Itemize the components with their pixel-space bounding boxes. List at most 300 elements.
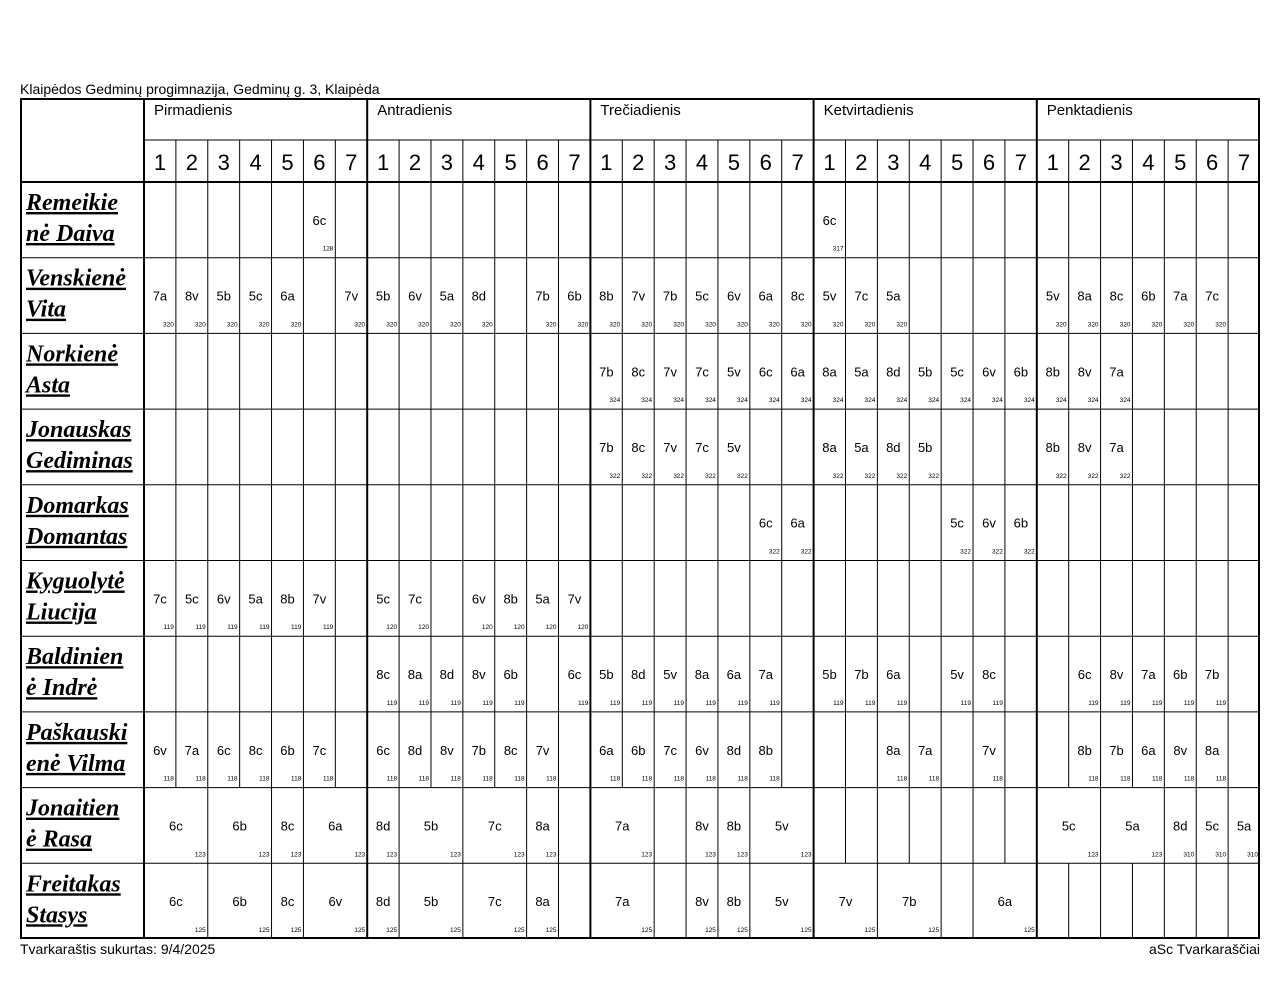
lesson-class: 6c — [312, 212, 327, 228]
created-date-footer: Tvarkaraštis sukurtas: 9/4/2025 — [20, 941, 216, 957]
lesson-class: 6c — [567, 667, 582, 683]
lesson-room: 118 — [737, 775, 748, 783]
lesson-class: 5c — [1061, 818, 1076, 834]
lesson-room: 322 — [1119, 472, 1131, 480]
teacher-name: enė Vilma — [26, 750, 126, 777]
lesson-room: 320 — [609, 321, 621, 329]
period-number: 7 — [568, 150, 581, 175]
lesson-class: 5a — [535, 591, 550, 607]
lesson-room: 118 — [641, 775, 653, 783]
lesson-class: 8c — [503, 742, 518, 758]
lesson-room: 118 — [450, 775, 461, 783]
lesson-room: 119 — [609, 699, 621, 707]
period-number: 4 — [1142, 150, 1155, 175]
lesson-class: 6v — [471, 591, 486, 607]
lesson-class: 6a — [1141, 742, 1156, 758]
lesson-room: 119 — [769, 699, 780, 707]
lesson-room: 118 — [482, 775, 493, 783]
lesson-class: 8b — [503, 591, 518, 607]
lesson-room: 123 — [354, 851, 366, 859]
lesson-room: 320 — [226, 321, 238, 329]
lesson-room: 123 — [513, 851, 525, 859]
lesson-class: 5v — [727, 364, 741, 380]
lesson-class: 8d — [726, 742, 742, 758]
lesson-room: 322 — [896, 472, 908, 480]
lesson-room: 320 — [163, 321, 174, 329]
lesson-room: 322 — [960, 548, 972, 556]
lesson-class: 8c — [982, 667, 996, 683]
lesson-room: 320 — [736, 321, 748, 329]
lesson-class: 6c — [216, 742, 231, 758]
lesson-room: 324 — [768, 397, 780, 405]
lesson-room: 310 — [1183, 851, 1195, 859]
lesson-room: 322 — [1055, 472, 1067, 480]
lesson-class: 7v — [535, 742, 550, 758]
lesson-class: 7b — [599, 439, 614, 455]
period-number: 3 — [217, 150, 230, 175]
lesson-class: 7c — [408, 591, 422, 607]
period-number: 3 — [1110, 150, 1123, 175]
lesson-class: 8a — [822, 364, 837, 380]
lesson-room: 123 — [1087, 851, 1099, 859]
lesson-class: 7a — [1109, 364, 1124, 380]
lesson-room: 119 — [259, 624, 270, 632]
lesson-class: 8b — [280, 591, 295, 607]
teacher-name: Jonauskas — [26, 417, 132, 444]
lesson-room: 119 — [386, 699, 398, 707]
lesson-class: 8a — [886, 742, 901, 758]
lesson-class: 7c — [153, 591, 167, 607]
period-number: 5 — [504, 150, 517, 175]
teacher-name: nė Daiva — [26, 221, 115, 247]
lesson-room: 320 — [577, 321, 589, 329]
lesson-class: 6v — [328, 894, 343, 910]
period-number: 5 — [950, 150, 964, 175]
lesson-room: 119 — [514, 699, 525, 707]
period-number: 3 — [440, 150, 454, 175]
teacher-name: Freitakas — [26, 871, 121, 898]
lesson-class: 6a — [886, 667, 901, 683]
lesson-class: 5b — [375, 288, 391, 304]
lesson-room: 118 — [1088, 775, 1099, 783]
lesson-class: 5v — [822, 288, 837, 304]
lesson-room: 120 — [418, 624, 429, 632]
lesson-room: 320 — [896, 321, 908, 329]
lesson-class: 5c — [950, 515, 964, 531]
lesson-class: 6a — [328, 818, 343, 834]
lesson-room: 123 — [800, 851, 812, 859]
lesson-class: 6v — [408, 288, 422, 304]
lesson-room: 119 — [896, 699, 908, 707]
lesson-class: 7c — [487, 818, 502, 834]
lesson-room: 118 — [291, 775, 302, 783]
lesson-room: 125 — [800, 927, 812, 934]
lesson-class: 7b — [1204, 667, 1220, 683]
period-number: 7 — [345, 150, 358, 175]
lesson-room: 119 — [1120, 699, 1131, 707]
lesson-room: 322 — [992, 548, 1003, 556]
lesson-room: 324 — [736, 397, 748, 405]
period-number: 4 — [695, 150, 709, 175]
lesson-class: 6a — [758, 288, 774, 304]
lesson-room: 119 — [163, 624, 174, 632]
lesson-room: 118 — [673, 775, 685, 783]
lesson-room: 120 — [481, 624, 493, 632]
period-number: 6 — [1206, 150, 1219, 175]
lesson-class: 8a — [407, 667, 423, 683]
lesson-class: 7a — [615, 894, 630, 910]
lesson-room: 118 — [1215, 775, 1227, 783]
lesson-class: 5v — [1045, 288, 1060, 304]
lesson-class: 7v — [838, 894, 853, 910]
lesson-room: 125 — [258, 927, 270, 934]
lesson-class: 5c — [248, 288, 263, 304]
lesson-class: 7v — [663, 364, 677, 380]
lesson-class: 8b — [1077, 742, 1092, 758]
lesson-room: 320 — [481, 321, 493, 329]
lesson-room: 322 — [641, 472, 653, 480]
teacher-name: Venskienė — [26, 265, 127, 292]
lesson-class: 8b — [1045, 364, 1060, 380]
lesson-class: 8c — [631, 439, 646, 455]
lesson-class: 5b — [216, 288, 231, 304]
period-number: 7 — [791, 150, 804, 175]
lesson-class: 7b — [599, 364, 614, 380]
lesson-class: 7v — [312, 591, 327, 607]
lesson-class: 6b — [280, 742, 295, 758]
lesson-class: 7b — [471, 742, 487, 758]
lesson-class: 6b — [232, 818, 247, 834]
lesson-room: 310 — [1247, 851, 1258, 859]
lesson-class: 7c — [312, 742, 327, 758]
lesson-room: 125 — [1023, 927, 1035, 934]
lesson-class: 8c — [248, 742, 263, 758]
lesson-class: 5a — [886, 288, 901, 304]
timetable-grid — [20, 98, 1260, 939]
teacher-name: Stasys — [26, 902, 88, 929]
lesson-class: 6c — [758, 364, 773, 380]
lesson-class: 8c — [280, 894, 295, 910]
lesson-room: 123 — [386, 851, 398, 859]
lesson-class: 6b — [1013, 515, 1029, 531]
lesson-room: 322 — [832, 472, 844, 480]
period-number: 1 — [823, 150, 836, 175]
lesson-class: 5c — [1205, 818, 1220, 834]
lesson-room: 119 — [1215, 699, 1227, 707]
lesson-room: 118 — [896, 775, 908, 783]
lesson-class: 6b — [1013, 364, 1029, 380]
lesson-class: 6b — [1141, 288, 1156, 304]
table-border — [21, 99, 1259, 938]
lesson-class: 7b — [902, 894, 917, 910]
teacher-name: Paškauski — [26, 719, 128, 746]
lesson-class: 8v — [440, 742, 454, 758]
lesson-room: 123 — [641, 851, 653, 859]
day-header: Pirmadienis — [154, 102, 233, 119]
lesson-class: 5v — [727, 439, 741, 455]
lesson-room: 119 — [705, 699, 716, 707]
lesson-class: 6a — [790, 364, 805, 380]
lesson-class: 6b — [567, 288, 582, 304]
lesson-class: 8c — [790, 288, 805, 304]
period-number: 2 — [855, 150, 868, 175]
lesson-room: 118 — [546, 775, 557, 783]
lesson-room: 118 — [992, 775, 1003, 783]
lesson-class: 7b — [1109, 742, 1124, 758]
period-number: 6 — [536, 150, 549, 175]
lesson-class: 7v — [631, 288, 646, 304]
lesson-room: 320 — [1183, 321, 1195, 329]
lesson-class: 6v — [727, 288, 741, 304]
lesson-room: 125 — [705, 927, 716, 934]
lesson-room: 125 — [354, 927, 366, 934]
lesson-class: 8a — [1077, 288, 1092, 304]
lesson-room: 322 — [768, 548, 780, 556]
lesson-room: 120 — [577, 624, 589, 632]
lesson-room: 119 — [227, 624, 238, 632]
lesson-room: 125 — [513, 927, 525, 934]
period-number: 5 — [727, 150, 741, 175]
lesson-class: 5b — [423, 894, 439, 910]
lesson-room: 320 — [864, 321, 876, 329]
lesson-class: 6c — [1077, 667, 1092, 683]
lesson-class: 8c — [376, 667, 391, 683]
lesson-class: 5b — [822, 667, 837, 683]
lesson-room: 320 — [705, 321, 716, 329]
lesson-class: 8a — [535, 894, 550, 910]
lesson-class: 7c — [1205, 288, 1220, 304]
lesson-class: 8c — [1109, 288, 1124, 304]
lesson-room: 125 — [641, 927, 653, 934]
lesson-room: 320 — [418, 321, 429, 329]
lesson-room: 118 — [163, 775, 174, 783]
period-number: 7 — [1237, 150, 1251, 175]
period-number: 4 — [472, 150, 485, 175]
lesson-class: 8b — [726, 818, 742, 834]
lesson-room: 125 — [545, 927, 557, 934]
lesson-class: 7a — [152, 288, 168, 304]
lesson-room: 320 — [354, 321, 366, 329]
period-number: 3 — [887, 150, 900, 175]
lesson-class: 6c — [169, 818, 183, 834]
lesson-room: 324 — [960, 397, 972, 405]
lesson-class: 6v — [216, 591, 231, 607]
lesson-room: 322 — [609, 472, 621, 480]
lesson-room: 125 — [386, 927, 398, 934]
lesson-class: 5v — [950, 667, 964, 683]
lesson-room: 322 — [864, 472, 876, 480]
school-header: Klaipėdos Gedminų progimnazija, Gedminų g. 3, Klaipėda — [20, 81, 380, 97]
lesson-room: 125 — [194, 927, 206, 934]
lesson-class: 7b — [535, 288, 550, 304]
lesson-class: 8b — [599, 288, 614, 304]
lesson-class: 6b — [1173, 667, 1188, 683]
lesson-room: 322 — [1023, 548, 1035, 556]
lesson-room: 120 — [513, 624, 525, 632]
software-credit-footer: aSc Tvarkaraščiai — [1148, 941, 1260, 957]
day-header: Ketvirtadienis — [823, 102, 914, 119]
lesson-room: 320 — [1151, 321, 1163, 329]
lesson-class: 6a — [997, 894, 1013, 910]
lesson-room: 119 — [578, 699, 589, 707]
lesson-room: 119 — [195, 624, 206, 632]
lesson-class: 5c — [184, 591, 199, 607]
teacher-name: Vita — [26, 296, 67, 323]
lesson-room: 320 — [1119, 321, 1131, 329]
lesson-room: 125 — [864, 927, 876, 934]
lesson-room: 123 — [1151, 851, 1163, 859]
lesson-room: 119 — [1151, 699, 1163, 707]
lesson-room: 320 — [1215, 321, 1227, 329]
lesson-class: 8b — [1045, 439, 1060, 455]
lesson-room: 119 — [418, 699, 429, 707]
lesson-class: 6a — [726, 667, 742, 683]
lesson-room: 118 — [928, 775, 940, 783]
lesson-room: 322 — [928, 472, 940, 480]
lesson-class: 8a — [1204, 742, 1220, 758]
period-number: 3 — [663, 150, 677, 175]
lesson-room: 320 — [545, 321, 557, 329]
lesson-room: 322 — [800, 548, 812, 556]
lesson-room: 119 — [1088, 699, 1099, 707]
lesson-class: 7a — [758, 667, 774, 683]
lesson-room: 324 — [641, 397, 653, 405]
teacher-name: ė Rasa — [26, 826, 92, 853]
lesson-class: 8d — [439, 667, 455, 683]
period-number: 2 — [408, 150, 422, 175]
lesson-room: 118 — [227, 775, 238, 783]
lesson-room: 324 — [609, 397, 621, 405]
lesson-room: 125 — [449, 927, 461, 934]
lesson-class: 7v — [344, 288, 359, 304]
lesson-room: 320 — [832, 321, 844, 329]
period-number: 2 — [1078, 150, 1091, 175]
lesson-class: 6b — [630, 742, 646, 758]
lesson-room: 320 — [449, 321, 461, 329]
lesson-room: 120 — [386, 624, 398, 632]
lesson-class: 8d — [375, 818, 391, 834]
lesson-class: 7c — [695, 439, 709, 455]
teacher-name: Remeikie — [26, 190, 118, 216]
lesson-class: 8v — [471, 667, 486, 683]
lesson-class: 8b — [758, 742, 774, 758]
period-number: 5 — [1174, 150, 1187, 175]
lesson-class: 7c — [695, 364, 709, 380]
lesson-room: 118 — [418, 775, 429, 783]
lesson-class: 8d — [630, 667, 646, 683]
lesson-class: 8d — [886, 439, 901, 455]
lesson-class: 8c — [631, 364, 646, 380]
teacher-name: Domarkas — [26, 492, 129, 519]
lesson-class: 6v — [695, 742, 709, 758]
day-header: Antradienis — [377, 102, 453, 119]
lesson-class: 5v — [774, 894, 789, 910]
period-number: 1 — [600, 150, 613, 175]
lesson-class: 6v — [982, 364, 996, 380]
lesson-room: 128 — [322, 245, 334, 253]
lesson-class: 5a — [1125, 818, 1140, 834]
period-number: 4 — [249, 150, 262, 175]
teacher-name: Jonaitien — [26, 795, 120, 822]
lesson-class: 8d — [407, 742, 423, 758]
period-number: 7 — [1014, 150, 1027, 175]
lesson-class: 8v — [1173, 742, 1188, 758]
lesson-class: 8d — [471, 288, 487, 304]
lesson-class: 6c — [169, 894, 183, 910]
lesson-class: 6c — [758, 515, 773, 531]
lesson-room: 320 — [1087, 321, 1099, 329]
lesson-class: 7a — [184, 742, 200, 758]
lesson-class: 8a — [822, 439, 837, 455]
lesson-room: 320 — [290, 321, 302, 329]
lesson-room: 123 — [449, 851, 461, 859]
lesson-class: 5c — [376, 591, 391, 607]
lesson-class: 7a — [1141, 667, 1156, 683]
lesson-class: 6c — [376, 742, 391, 758]
teacher-name: Baldinien — [26, 644, 124, 671]
lesson-class: 7c — [663, 742, 677, 758]
lesson-room: 125 — [736, 927, 748, 934]
lesson-room: 324 — [1087, 397, 1099, 405]
lesson-room: 119 — [641, 699, 653, 707]
lesson-class: 5b — [917, 364, 933, 380]
lesson-room: 320 — [1055, 321, 1067, 329]
lesson-room: 119 — [737, 699, 748, 707]
lesson-class: 5b — [599, 667, 614, 683]
lesson-room: 119 — [673, 699, 685, 707]
lesson-room: 119 — [322, 624, 334, 632]
lesson-class: 7c — [487, 894, 502, 910]
period-number: 1 — [153, 150, 167, 175]
lesson-class: 6a — [280, 288, 295, 304]
lesson-room: 320 — [258, 321, 270, 329]
period-number: 6 — [313, 150, 326, 175]
lesson-room: 118 — [705, 775, 716, 783]
lesson-room: 119 — [450, 699, 461, 707]
lesson-room: 324 — [1055, 397, 1067, 405]
lesson-class: 6b — [232, 894, 247, 910]
lesson-room: 322 — [1087, 472, 1099, 480]
period-number: 6 — [982, 150, 996, 175]
lesson-class: 7v — [982, 742, 996, 758]
lesson-room: 119 — [992, 699, 1003, 707]
lesson-room: 118 — [386, 775, 398, 783]
lesson-class: 5v — [774, 818, 789, 834]
lesson-class: 5a — [439, 288, 455, 304]
lesson-class: 6v — [153, 742, 167, 758]
lesson-class: 8b — [726, 894, 742, 910]
lesson-room: 123 — [736, 851, 748, 859]
period-number: 5 — [281, 150, 294, 175]
lesson-room: 324 — [832, 397, 844, 405]
lesson-room: 322 — [705, 472, 716, 480]
day-header: Penktadienis — [1046, 102, 1133, 119]
lesson-room: 123 — [705, 851, 716, 859]
lesson-room: 324 — [705, 397, 716, 405]
period-number: 1 — [377, 150, 390, 175]
lesson-room: 324 — [800, 397, 812, 405]
lesson-class: 7a — [1109, 439, 1124, 455]
lesson-room: 118 — [322, 775, 334, 783]
teacher-name: Domantas — [26, 523, 128, 550]
lesson-room: 118 — [1120, 775, 1131, 783]
lesson-class: 7b — [854, 667, 869, 683]
lesson-room: 119 — [1183, 699, 1195, 707]
teacher-name: Kyguolytė — [26, 568, 125, 595]
lesson-class: 5b — [423, 818, 439, 834]
lesson-class: 5b — [917, 439, 933, 455]
lesson-room: 317 — [832, 245, 844, 253]
